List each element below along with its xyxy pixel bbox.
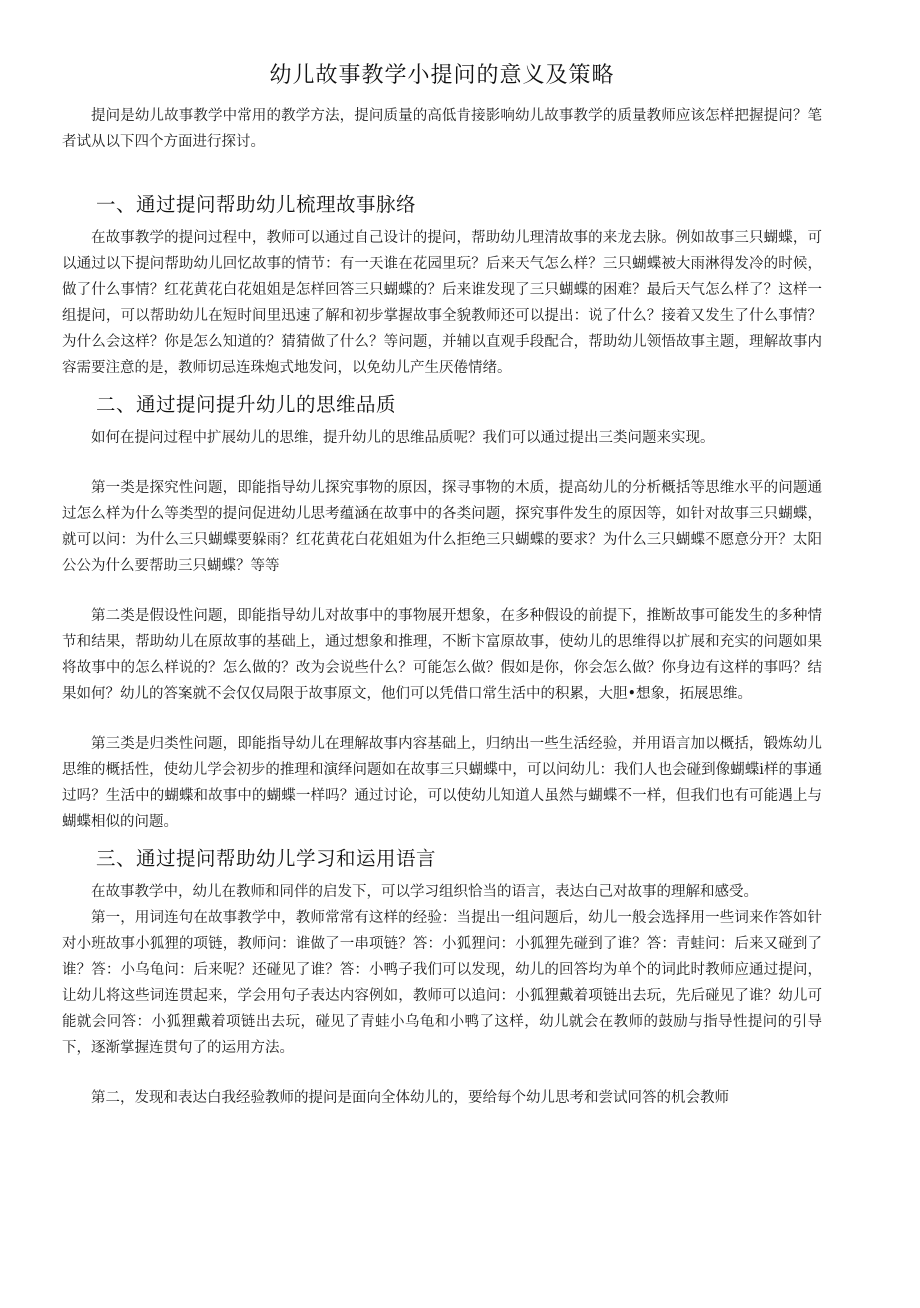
section-3-paragraph-2: 第一，用词连句在故事教学中，教师常常有这样的经验：当提出一组问题后，幼儿一般会选择用一些词来作答如针对小班故事小狐狸的项链，教师问：谁做了一串项链？答：小狐狸问：小狐狸先碰到了谁？答：青蛙问：后来又碰到了谁？答：小乌龟问：后来呢？还碰见了谁？答：小鸭子我们可以发现，幼儿的回答均为单个的词此时教师应通过提问，让幼儿将这些词连贯起来，学会用句子表达内容例如，教师可以追问：小狐狸戴着项链出去玩，先后碰见了谁？幼儿可能就会冋答：小狐狸戴着项链出去玩，碰见了青蛙小乌龟和小鸭了这样，幼儿就会在教师的鼓励与指导性提问的引导下，逐渐掌握连贯句了的运用方法。	[62, 910, 822, 1056]
section-2-paragraph-3: 第二类是假设性问题，即能指导幼儿对故事中的事物展开想象，在多种假设的前提下，推断故事可能发生的多种情节和结果，帮助幼儿在原故事的基础上，通过想象和推理，不断卞富原故事，使幼儿的思维得以扩展和充实的问题如果将故事中的怎么样说的？怎么做的？改为会说些什么？可能怎么做？假如是你，你会怎么做？你身边有这样的事吗？结果如何？幼儿的答案就不会仅仅局限于故事原文，他们可以凭借口常生活中的积累，大胆•想象，拓展思维。	[62, 608, 822, 702]
section-2-heading: 二、通过提问提升幼儿的思维品质	[96, 393, 397, 416]
section-3-heading: 三、通过提问帮助幼儿学习和运用语言	[96, 847, 437, 870]
spacer	[62, 835, 822, 843]
document-page	[62, 58, 822, 1111]
section-2-paragraph-4: 第三类是归类性问题，即能指导幼儿在理解故事内容基础上，归纳出一些生活经验，并用语言加以概括，锻炼幼儿思维的概括性，使幼儿学会初步的推理和演绎问题如在故事三只蝴蝶中，可以问幼儿：我们人也会碰到像蝴蝶i样的事通过吗？生活中的蝴蝶和故事中的蝴蝶一样吗？通过讨论，可以使幼儿知道人虽然与蝴蝶不一样，但我们也有可能遇上与蝴蝶相似的问题。	[62, 736, 822, 830]
spacer	[62, 707, 822, 731]
spacer	[62, 579, 822, 603]
intro-paragraph: 提问是幼儿故事教学中常用的教学方法，提问质量的高低肯接影响幼儿故事教学的质量教师应该怎样把握提问？笔者试从以下四个方面进行探讨。	[62, 108, 822, 150]
section-1-heading: 一、通过提问帮助幼儿梳理故事脉络	[96, 193, 417, 216]
section-2-paragraph-1: 如何在提问过程中扩展幼儿的思维，提升幼儿的思维品质呢？我们可以通过提出三类问题来实现。	[91, 430, 715, 446]
section-3-paragraph-3: 第二，发现和表达白我经验教师的提问是面向全体幼儿的，要给每个幼儿思考和尝试冋答的机会教师	[91, 1090, 729, 1106]
spacer	[62, 381, 822, 389]
section-1-paragraph-1: 在故事教学的提问过程中，教师可以通过自己设计的提问，帮助幼儿理清故事的来龙去脉。例如故事三只蝴蝶，可以通过以下提问帮助幼儿回忆故事的情节：有一天谁在花园里玩？后来天气怎么样？三只蝴蝶被大雨淋得发冷的时候，做了什么事情？红花黄花白花姐姐是怎样回答三只蝴蝶的？后来谁发现了三只蝴蝶的困难？最后天气怎么样了？这样一组提问，可以帮助幼儿在短时间里迅速了解和初步掌握故事全貌教师还可以提出：说了什么？接着又发生了什么事情？为什么会这样？你是怎么知道的？猜猜做了什么？等问题，并辅以直观手段配合，帮助幼儿领悟故事主题，理解故事内容需要注意的是，教师切忌连珠炮式地发问，以免幼儿产生厌倦情绪。	[62, 230, 822, 376]
spacer	[62, 1061, 822, 1085]
section-3-paragraph-1: 在故事教学中，幼儿在教师和同伴的启发下，可以学习组织恰当的语言，表达白己对故事的理解和感受。	[91, 884, 758, 900]
spacer	[62, 451, 822, 475]
document-title: 幼儿故事教学小提问的意义及策略	[269, 63, 615, 88]
section-2-paragraph-2: 第一类是探究性问题，即能指导幼儿探究事物的原因，探寻事物的木质，提高幼儿的分析概括等思维水平的问题通过怎么样为什么等类型的提问促进幼儿思考蕴涵在故事中的各类问题，探究事件发生的原因等，如针对故事三只蝴蝶，就可以问：为什么三只蝴蝶要躲雨？红花黄花白花姐姐为什么拒绝三只蝴蝶的要求？为什么三只蝴蝶不愿意分开？太阳公公为什么要帮助三只蝴蝶？等等	[62, 480, 822, 574]
spacer	[62, 155, 822, 189]
